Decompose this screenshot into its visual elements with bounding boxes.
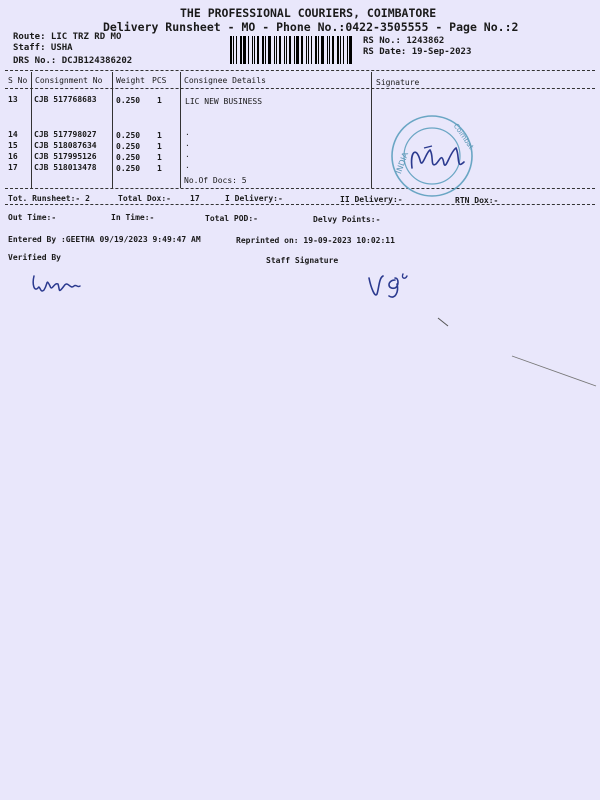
delvy-points: Delvy Points:- [313, 215, 381, 224]
svg-text:INDIA: INDIA [394, 150, 411, 176]
barcode-bar [332, 36, 334, 64]
table-row-pcs: 1 [157, 131, 162, 140]
scan-mark [430, 312, 600, 392]
table-row-weight: 0.250 [116, 131, 141, 140]
table-row-consignment: CJB 518087634 [34, 141, 97, 150]
barcode-bar [276, 36, 277, 64]
table-row-consignment: CJB 517768683 [34, 95, 97, 104]
total-dox-value: 17 [190, 194, 200, 203]
barcode-bar [268, 36, 271, 64]
barcode-bar [340, 36, 341, 64]
barcode-bar [257, 36, 259, 64]
entered-by: Entered By :GEETHA 09/19/2023 9:49:47 AM [8, 235, 201, 244]
barcode-bar [315, 36, 317, 64]
barcode-bar [296, 36, 299, 64]
staff-signature [365, 268, 415, 302]
tot-runsheet: Tot. Runsheet:- 2 [8, 194, 90, 203]
barcode-bar [318, 36, 319, 64]
summary-rule [5, 204, 595, 205]
col-header-consignee: Consignee Details [184, 76, 266, 85]
in-time: In Time:- [111, 213, 155, 222]
company-stamp [384, 112, 496, 202]
route-label: Route: LIC TRZ RD MO [13, 32, 122, 42]
barcode-bar [343, 36, 344, 64]
barcode-bar [252, 36, 253, 64]
col-header-pcs: PCS [152, 76, 167, 85]
barcode-bar [248, 36, 249, 64]
table-header-rule [5, 88, 595, 89]
table-row-sno: 16 [8, 152, 18, 161]
barcode-bar [306, 36, 307, 64]
barcode-bar [327, 36, 328, 64]
table-row-consignment: CJB 517995126 [34, 152, 97, 161]
table-row-sno: 14 [8, 130, 18, 139]
barcode-bar [294, 36, 295, 64]
table-row-details: . [185, 128, 190, 137]
table-row-sno: 13 [8, 95, 18, 104]
col-divider [31, 72, 32, 188]
drs-number: DRS No.: DCJB124386202 [13, 56, 133, 66]
table-bottom-rule [5, 188, 595, 189]
col-divider [180, 72, 181, 188]
total-dox-label: Total Dox:- [118, 194, 171, 203]
table-row-details: . [185, 139, 190, 148]
staff-signature-label: Staff Signature [266, 256, 339, 265]
table-row-pcs: 1 [157, 142, 162, 151]
total-pod: Total POD:- [205, 214, 258, 223]
col-header-consignment: Consignment No [35, 76, 103, 85]
col-header-sno: S No [8, 76, 28, 85]
barcode-bar [286, 36, 287, 64]
table-row-weight: 0.250 [116, 142, 141, 151]
barcode-bar [321, 36, 324, 64]
company-name: THE PROFESSIONAL COURIERS, COIMBATORE [180, 6, 437, 20]
barcode-bar [337, 36, 339, 64]
table-row-consignment: CJB 518013478 [34, 163, 97, 172]
barcode-bar [254, 36, 255, 64]
table-row-weight: 0.250 [116, 164, 141, 173]
barcode-bar [301, 36, 303, 64]
barcode [230, 36, 354, 64]
table-row-consignment: CJB 517798027 [34, 130, 97, 139]
barcode-bar [262, 36, 264, 64]
barcode-bar [236, 36, 237, 64]
table-row-pcs: 1 [157, 164, 162, 173]
col-divider [112, 72, 113, 188]
barcode-bar [230, 36, 232, 64]
col-header-weight: Weight [116, 76, 145, 85]
table-row-weight: 0.250 [116, 96, 141, 105]
barcode-bar [311, 36, 312, 64]
barcode-bar [279, 36, 281, 64]
table-row-sno: 15 [8, 141, 18, 150]
table-row-details: LIC NEW BUSINESS [185, 97, 263, 106]
barcode-bar [243, 36, 246, 64]
col-divider [371, 72, 372, 188]
barcode-bar [329, 36, 330, 64]
barcode-bar [274, 36, 275, 64]
barcode-bar [265, 36, 266, 64]
rtn-dox: RTN Dox:- [455, 196, 499, 205]
out-time: Out Time:- [8, 213, 57, 222]
barcode-bar [347, 36, 348, 64]
rs-number: RS No.: 1243862 [363, 36, 445, 46]
table-row-weight: 0.250 [116, 153, 141, 162]
barcode-bar [349, 36, 352, 64]
table-top-rule [5, 70, 595, 71]
ii-delivery: II Delivery:- [340, 195, 403, 204]
svg-text:Coimbat: Coimbat [451, 122, 476, 151]
verified-by-label: Verified By [8, 253, 61, 262]
i-delivery: I Delivery:- [225, 194, 283, 203]
no-of-docs: No.Of Docs: 5 [184, 176, 247, 185]
barcode-bar [289, 36, 291, 64]
barcode-bar [284, 36, 285, 64]
col-header-signature: Signature [376, 78, 420, 87]
table-row-pcs: 1 [157, 153, 162, 162]
table-row-pcs: 1 [157, 96, 162, 105]
barcode-bar [233, 36, 234, 64]
verifier-signature [28, 268, 88, 298]
staff-label: Staff: USHA [13, 43, 73, 53]
table-row-details: . [185, 150, 190, 159]
barcode-bar [308, 36, 309, 64]
table-row-details: . [185, 161, 190, 170]
runsheet-subtitle: Delivery Runsheet - MO - Phone No.:0422-3505555 - Page No.:2 [103, 20, 519, 34]
reprinted-on: Reprinted on: 19-09-2023 10:02:11 [236, 236, 395, 245]
table-row-sno: 17 [8, 163, 18, 172]
barcode-bar [240, 36, 242, 64]
rs-date: RS Date: 19-Sep-2023 [363, 47, 472, 57]
